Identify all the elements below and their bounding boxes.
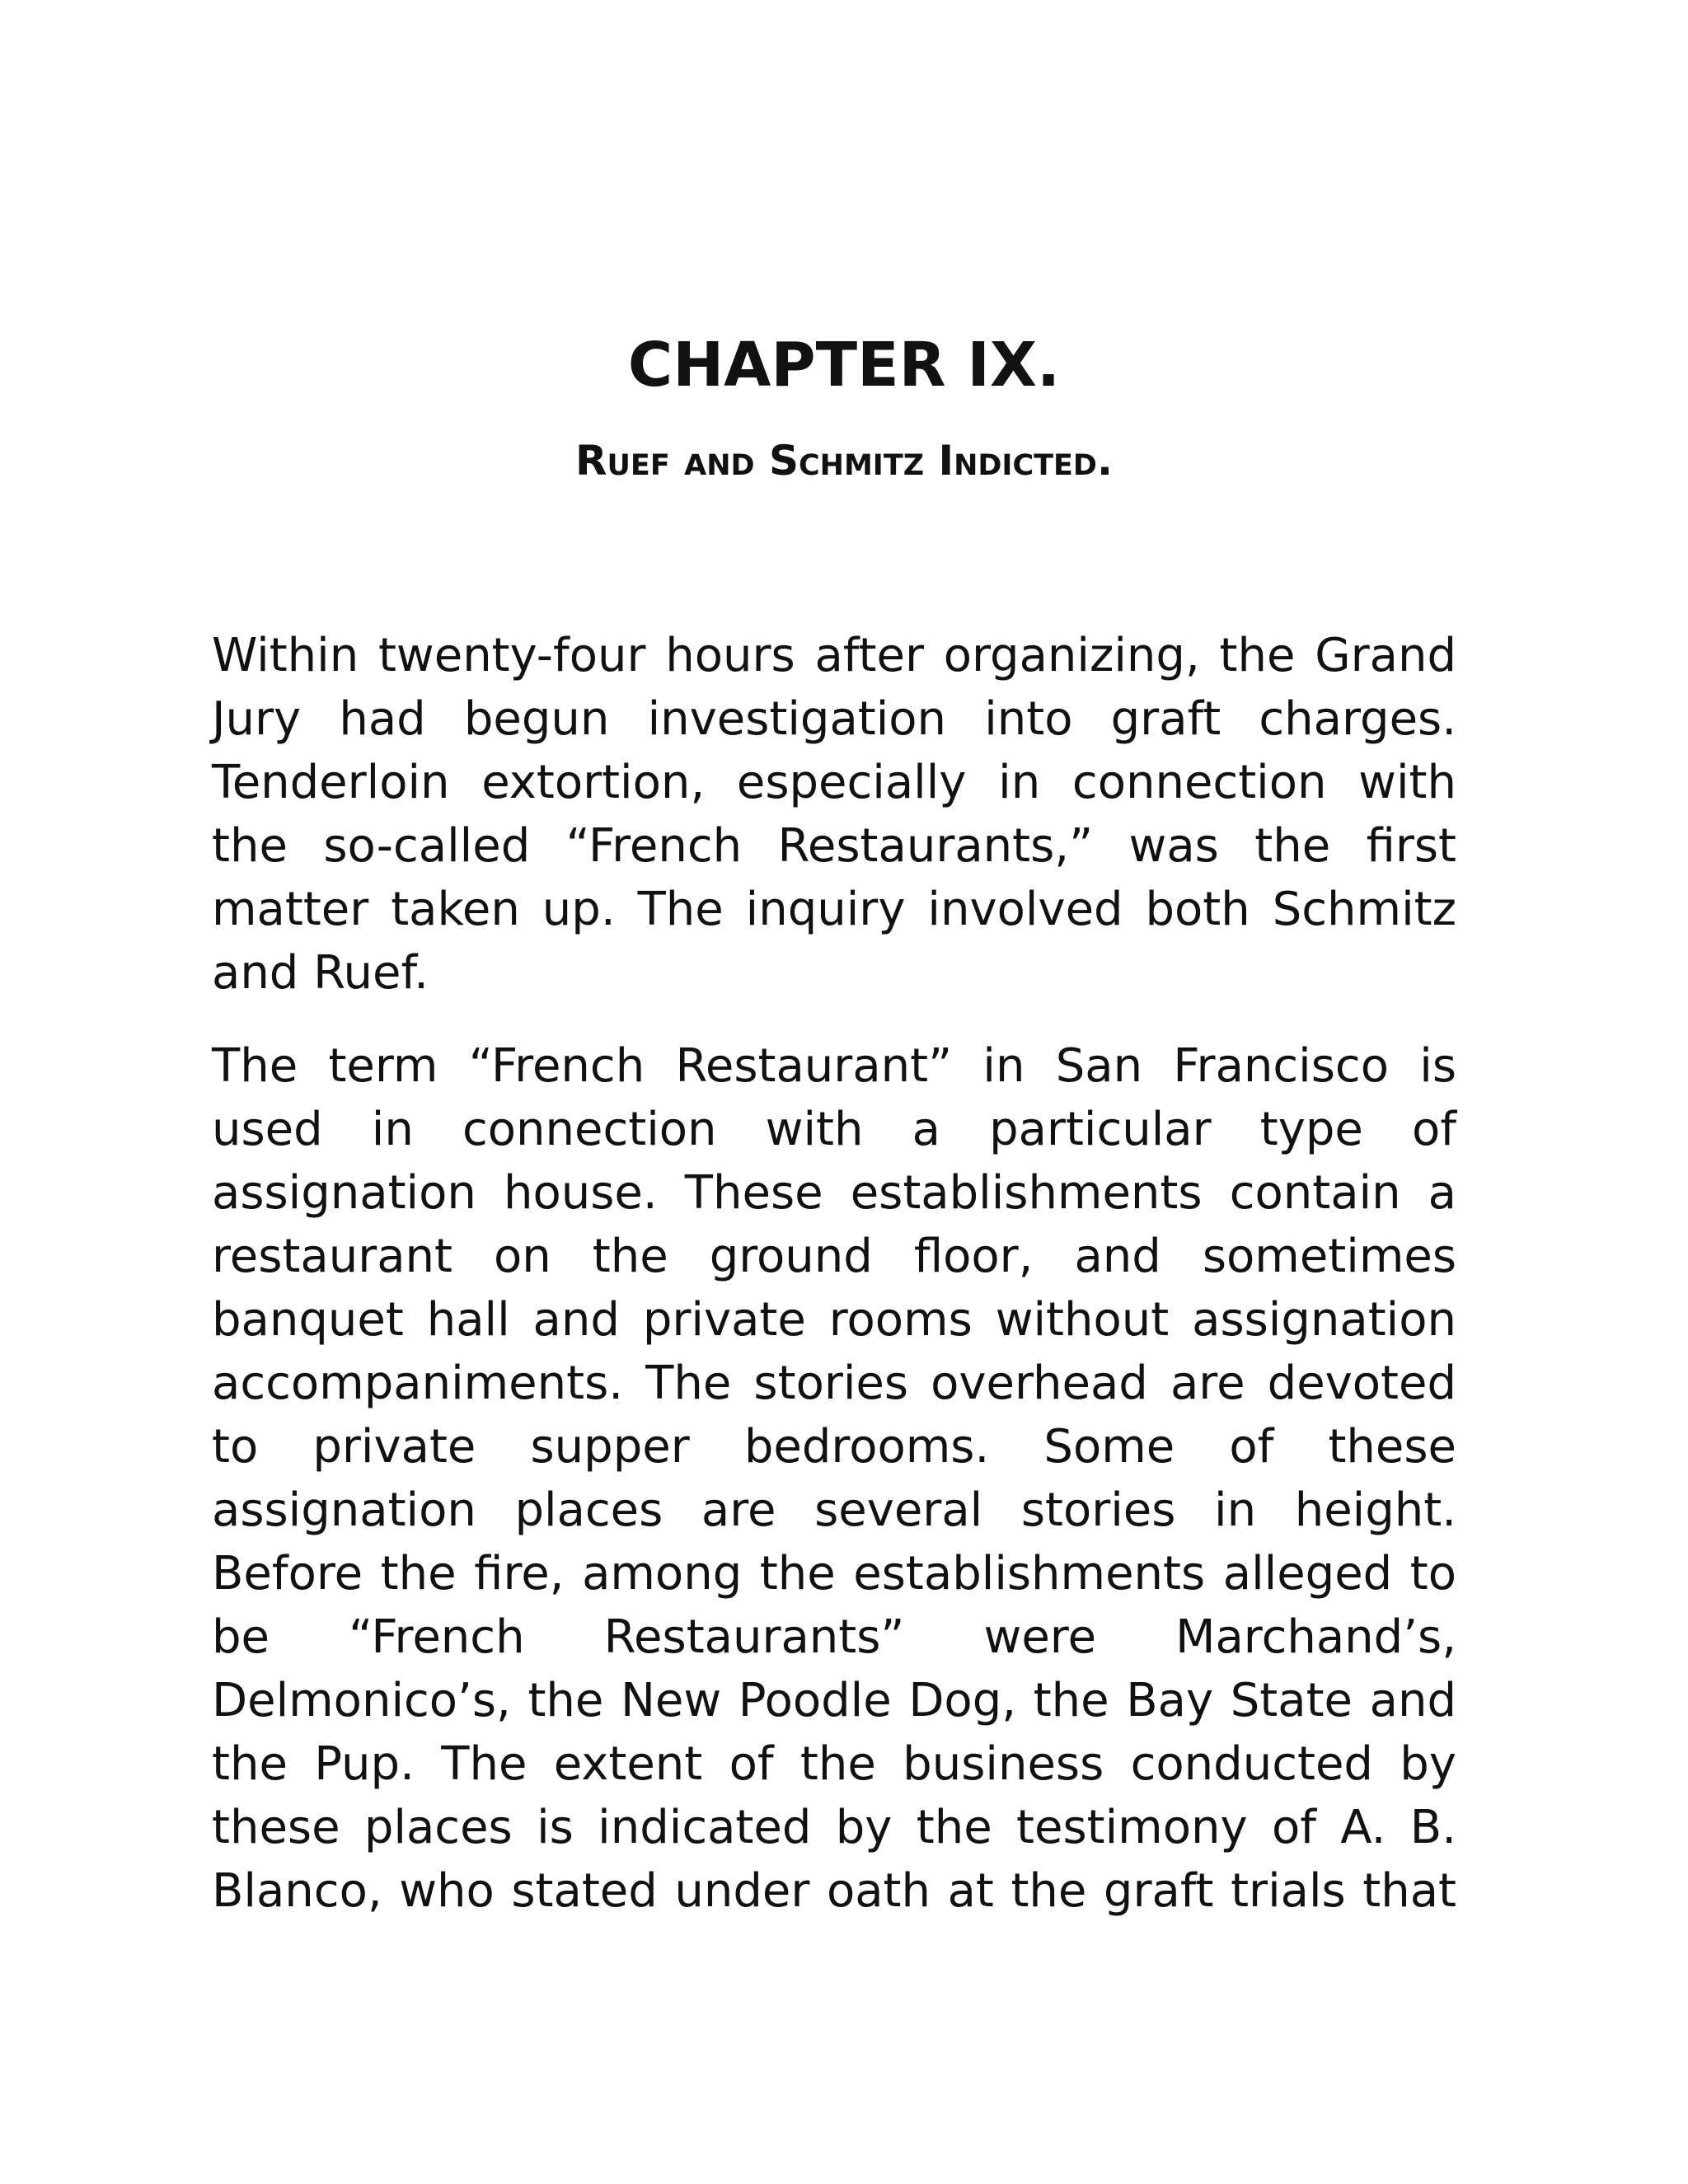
chapter-body [212, 624, 1456, 1952]
paragraph-2: The term “French Restaurant” in San Francisco is used in connection with a particular type of assignation house. These establishments contain a restaurant on the ground floor, and sometimes banquet hall and private rooms without assignation accompaniments. The stories overhead are devoted to private supper bedrooms. Some of these assignation places are several stories in height. Before the fire, among the establishments alleged to be “French Restaurants” were Marchand’s, Delmonico’s, the New Poodle Dog, the Bay State and the Pup. The extent of the business conducted by these places is indicated by the testimony of A. B. Blanco, who stated under oath at the graft trials that [212, 1039, 1456, 1918]
paragraph-1: Within twenty-four hours after organizing, the Grand Jury had begun investigation into graft charges. Tenderloin extortion, especially in connection with the so-called “French Restaurants,” was the first matter taken up. The inquiry involved both Schmitz and Ruef. [212, 629, 1456, 1000]
chapter-title: CHAPTER IX. [627, 330, 1061, 401]
chapter-subtitle: Ruef and Schmitz Indicted. [575, 437, 1113, 485]
